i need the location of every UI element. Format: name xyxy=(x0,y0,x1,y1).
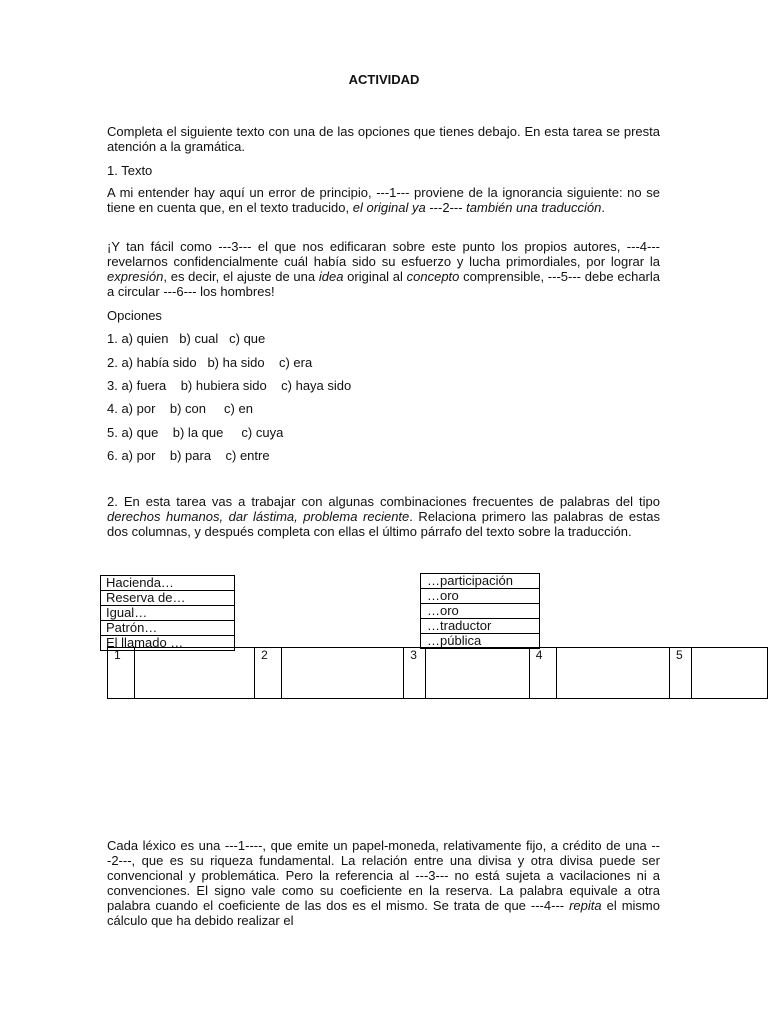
answer-grid xyxy=(107,647,768,699)
right-word-cell: …oro xyxy=(421,604,539,619)
right-word-cell: …traductor xyxy=(421,619,539,634)
option-line: 5. a) que b) la que c) cuya xyxy=(107,425,284,440)
right-word-cell: …oro xyxy=(421,589,539,604)
option-line: 6. a) por b) para c) entre xyxy=(107,448,270,463)
left-word-cell: Igual… xyxy=(101,606,234,621)
option-line: 2. a) había sido b) ha sido c) era xyxy=(107,355,313,370)
answer-blank[interactable] xyxy=(134,648,254,699)
right-word-cell: …participación xyxy=(421,574,539,589)
answer-number: 3 xyxy=(404,648,426,699)
right-word-cell: …pública xyxy=(427,634,482,648)
text-paragraph-2: ¡Y tan fácil como ---3--- el que nos edificaran sobre este punto los propios autores, ---4--- revelarnos confidencialmente cuál había sido su esfuerzo y lucha primordiales, por lograr la expresión, es decir, el ajuste de una idea original al concepto comprensible, ---5--- debe echarla a circular ---6--- los hombres! xyxy=(107,239,661,299)
answer-blank[interactable] xyxy=(556,648,669,699)
answer-number: 5 xyxy=(670,648,692,699)
texto-heading: 1. Texto xyxy=(107,163,153,178)
left-word-cell: El llamado … xyxy=(106,636,184,650)
left-word-column xyxy=(100,575,235,651)
opciones-heading: Opciones xyxy=(107,308,162,323)
left-word-cell: Hacienda… xyxy=(101,576,234,591)
answer-number: 1 xyxy=(108,648,135,699)
final-paragraph: Cada léxico es una ---1----, que emite un papel-moneda, relativamente fijo, a crédito de una ---2---, que es su riqueza fundamental. La relación entre una divisa y otra divisa puede ser convencional y problemática. Pero la referencia al ---3--- no está sujeta a vacilaciones ni a convenciones. El signo vale como su coeficiente en la reserva. La palabra equivale a otra palabra cuando el coeficiente de las dos es el mismo. Se trata de que ---4--- repita el mismo cálculo que ha debido realizar el xyxy=(107,838,660,928)
text-paragraph-1: A mi entender hay aquí un error de principio, ---1--- proviene de la ignorancia siguiente: no se tiene en cuenta que, en el texto traducido, el original ya ---2--- también una traducción. xyxy=(107,185,660,215)
answer-blank[interactable] xyxy=(281,648,403,699)
task2-paragraph: 2. En esta tarea vas a trabajar con algunas combinaciones frecuentes de palabras del tipo derechos humanos, dar lástima, problema reciente. Relaciona primero las palabras de estas dos columnas, y después completa con ellas el último párrafo del texto sobre la traducción. xyxy=(107,494,661,539)
right-word-column xyxy=(420,573,540,649)
answer-number: 2 xyxy=(255,648,282,699)
page-title: ACTIVIDAD xyxy=(348,72,420,87)
answer-blank[interactable] xyxy=(691,648,767,699)
option-line: 1. a) quien b) cual c) que xyxy=(107,331,266,346)
answer-blank[interactable] xyxy=(426,648,530,699)
intro-paragraph: Completa el siguiente texto con una de las opciones que tienes debajo. En esta tarea se presta atención a la gramática. xyxy=(107,124,660,154)
option-line: 3. a) fuera b) hubiera sido c) haya sido xyxy=(107,378,352,393)
answer-number: 4 xyxy=(529,648,556,699)
option-line: 4. a) por b) con c) en xyxy=(107,401,253,416)
left-word-cell: Reserva de… xyxy=(101,591,234,606)
left-word-cell: Patrón… xyxy=(101,621,234,636)
